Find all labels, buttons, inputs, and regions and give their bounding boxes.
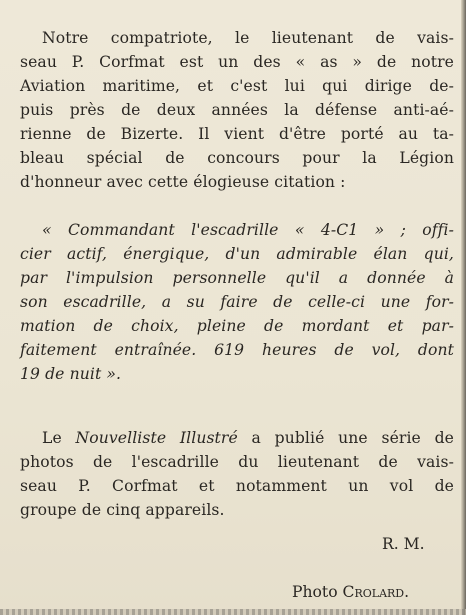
p1-line-4: puis près de deux années la défense anti-aé- (20, 101, 454, 119)
author-signature: R. M. (382, 535, 425, 553)
p2-line-1-prefix: Le (42, 429, 76, 447)
p2-line-4: groupe de cinq appareils. (20, 501, 225, 519)
p1-line-3: Aviation maritime, et c'est lui qui dirige de- (20, 77, 454, 95)
citation-line-3: par l'impulsion personnelle qu'il a donnée à (20, 269, 454, 287)
citation-line-2: cier actif, énergique, d'un admirable élan qui, (20, 245, 454, 263)
p2-line-2: photos de l'escadrille du lieutenant de vais- (20, 453, 454, 471)
p1-line-7: d'honneur avec cette élogieuse citation : (20, 173, 346, 191)
citation-line-4: son escadrille, a su faire de celle-ci une for- (20, 293, 454, 311)
p1-line-1: Notre compatriote, le lieutenant de vais- (42, 29, 454, 47)
page-edge-shadow (461, 0, 466, 615)
citation-line-6: faitement entraînée. 619 heures de vol, dont (20, 341, 454, 359)
photographer-name: Crolard. (342, 583, 410, 601)
p1-line-5: rienne de Bizerte. Il vient d'être porté au ta- (20, 125, 454, 143)
photo-credit-prefix: Photo (292, 583, 343, 601)
p2-line-1-suffix: a publié une série de (237, 429, 454, 447)
citation-line-5: mation de choix, pleine de mordant et par- (20, 317, 454, 335)
citation-line-1: « Commandant l'escadrille « 4-C1 » ; offi- (42, 221, 454, 239)
p1-line-2: seau P. Corfmat est un des « as » de notre (20, 53, 454, 71)
p2-line-3: seau P. Corfmat et notamment un vol de (20, 477, 454, 495)
publication-title: Nouvelliste Illustré (75, 429, 238, 447)
p1-line-6: bleau spécial de concours pour la Légion (20, 149, 454, 167)
photo-credit (292, 582, 409, 602)
p2-line-1 (42, 428, 454, 448)
citation-line-7: 19 de nuit ». (20, 365, 122, 383)
torn-bottom-edge (0, 609, 466, 615)
